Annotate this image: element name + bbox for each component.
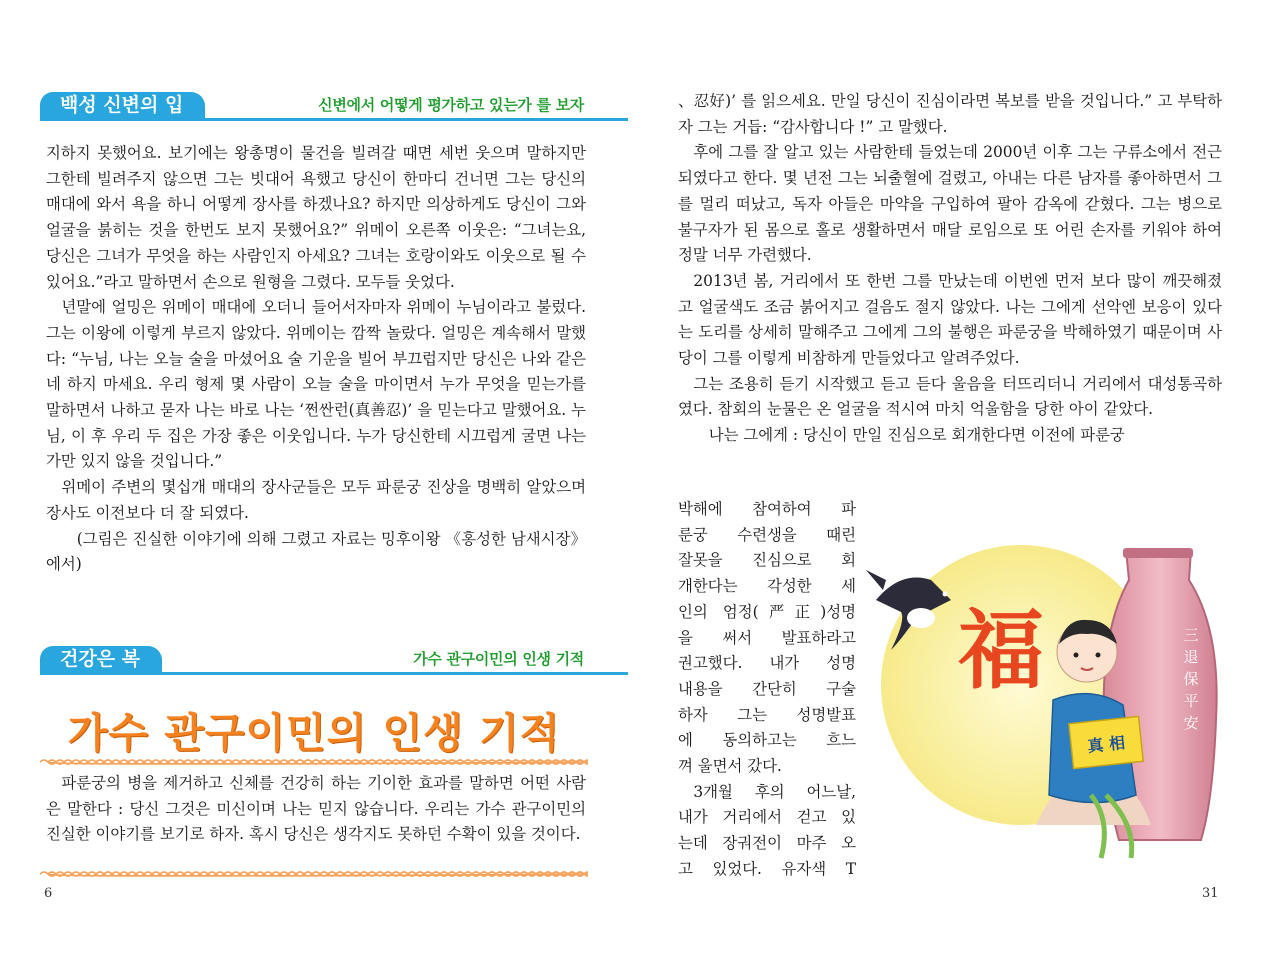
fu-character: 福 [958,601,1044,701]
column-line: 개한다는 각성한 세 [678,577,856,596]
page-number: 31 [1202,886,1219,901]
paragraph: 년말에 얼밍은 위메이 매대에 오더니 들어서자마자 위메이 누님이라고 불렀다. 그는 이왕에 이렇게 부르지 않았다. 위메이는 깜짝 놀랐다. 얼밍은 계속해서 말했다: “누님, 나는 오늘 술을 마셨어요 술 기운을 빌어 부끄럽지만 당신은 나와 같은네 하지 마세요. 우리 형제 몇 사람이 오늘 술을 마이면서 누가 무엇을 믿는가를 말하면서 나하고 묻자 나는 바로 나는 ‘쩐싼런(真善忍)’ 을 믿는다고 말했어요. 누님, 이 후 우리 두 집은 가장 좋은 이웃입니다. 누가 당신한테 시끄럽게 굴면 나는 가만 있지 않을 것입니다.” [46,298,586,471]
book-text: 真 相 [1086,733,1126,756]
section-subtitle: 가수 관구이민의 인생 기적 [413,650,584,668]
column-line: 하자 그는 성명발표 [678,705,856,724]
column-line: 껴 울면서 갔다. [678,757,782,776]
paragraph: 위메이 주변의 몇십개 매대의 장사군들은 모두 파룬궁 진상을 명백히 알았으며 장사도 이전보다 더 잘 되였다. [46,478,586,522]
section-header-2 [40,646,628,676]
fortune-boy-illustration [861,540,1221,870]
wavy-divider-top [40,758,588,766]
vase-text: 三退保平安 [1183,626,1199,732]
wavy-divider-bottom [40,870,588,878]
paragraph: 파룬궁의 병을 제거하고 신체를 건강히 하는 기이한 효과를 말하면 어떤 사람은 말한다 : 당신 그것은 미신이며 나는 믿지 않습니다. 우리는 가수 관구이민의 진실한 이야기를 보기로 하자. 혹시 당신은 생각지도 못하던 수확이 있을 것이다. [46,774,586,844]
column-line: 권고했다. 내가 성명 [678,654,856,673]
paragraph: 후에 그를 잘 알고 있는 사람한테 들었는데 2000년 이후 그는 구류소에서 전근되였다고 한다. 몇 년전 그는 뇌출혈에 걸렸고, 아내는 다른 남자를 좋아하면서 그를 멀리 떠났고, 독자 아들은 마약을 구입하여 팔아 감옥에 갇혔다. 그는 병으로 불구자가 된 몸으로 홀로 생활하면서 매달 로임으로 또 어린 손자를 키워야 하여 정말 너무 가련했다. [678,143,1222,265]
section-header-1 [40,92,628,122]
article-title: 가수 관구이민의 인생 기적 [67,709,561,757]
article-body-2 [46,771,586,848]
column-line: 고 있었다. 유자색 T [678,859,856,878]
paragraph: 、忍好)’ 를 읽으세요. 만일 당신이 진심이라면 복보를 받을 것입니다.” 고 부탁하자 그는 거듭: “감사합니다 !” 고 말했다. [678,92,1222,136]
column-line: 내가 거리에서 걷고 있 [678,808,856,827]
article-body-1 [46,141,586,578]
column-line: 에 동의하고는 흐느 [678,731,856,750]
column-line: 박해에 참여하여 파 [678,500,856,518]
paragraph: 나는 그에게 : 당신이 만일 진심으로 회개한다면 이전에 파룬궁 [708,426,1125,445]
article-body-3 [678,89,1222,449]
column-line: 룬궁 수련생을 때린 [678,525,856,544]
column-line: 는데 장궈전이 마주 오 [678,834,856,853]
section-tab: 건강은 복 [40,646,162,672]
column-line: 내용을 간단히 구술 [678,679,856,698]
section-subtitle: 신변에서 어떻게 평가하고 있는가 를 보자 [318,96,584,114]
left-page [0,0,632,978]
paragraph: 그는 조용히 듣기 시작했고 듣고 듣다 울음을 터뜨리더니 거리에서 대성통곡하였다. 참회의 눈물은 온 얼굴을 적시여 마치 억울함을 당한 아이 같았다. [678,374,1222,419]
column-line: 인의 엄정(严正)성명 [678,602,856,621]
section-rule [40,672,628,675]
paragraph: 지하지 못했어요. 보기에는 왕총명이 물건을 빌려갈 때면 세번 웃으며 말하지만 그한테 빌려주지 않으면 그는 빗대어 욕했고 당신이 한마디 건너면 그는 당신의 매대에 와서 욕을 하니 어떻게 장사를 하겠나요? 하지만 의상하게도 당신이 그와 얼굴을 붉히는 것을 한번도 보지 못했어요?” 위메이 오른쪽 이웃은: “그녀는요, 당신은 그녀가 무엇을 하는 사람인지 아세요? 그녀는 호랑이와도 이웃으로 될 수 있어요.”라고 말하면서 손으로 원형을 그렸다. 모두들 웃었다. [46,144,586,291]
paragraph: 2013년 봄, 거리에서 또 한번 그를 만났는데 이번엔 먼저 보다 많이 깨끗해졌고 얼굴색도 조금 붉어지고 걸음도 절지 않았다. 나는 그에게 선악엔 보응이 있다는 도리를 상세히 말해주고 그에게 그의 불행은 파룬궁을 박해하였기 때문이며 사당이 그를 이렇게 비참하게 만들었다고 알려주었다. [678,271,1222,368]
page-number: 6 [44,886,53,901]
column-line: 3개월 후의 어느날, [693,782,856,801]
vase-rim [1123,548,1193,558]
column-line: 잘못을 진심으로 회 [678,551,856,570]
section-tab: 백성 신변의 입 [40,92,205,118]
illustration-credit: (그림은 진실한 이야기에 의해 그렸고 자료는 밍후이왕 《홍성한 남새시장》에서) [46,529,586,574]
narrow-column [678,497,856,883]
section-rule [40,118,628,121]
column-line: 을 써서 발표하라고 [678,628,856,647]
